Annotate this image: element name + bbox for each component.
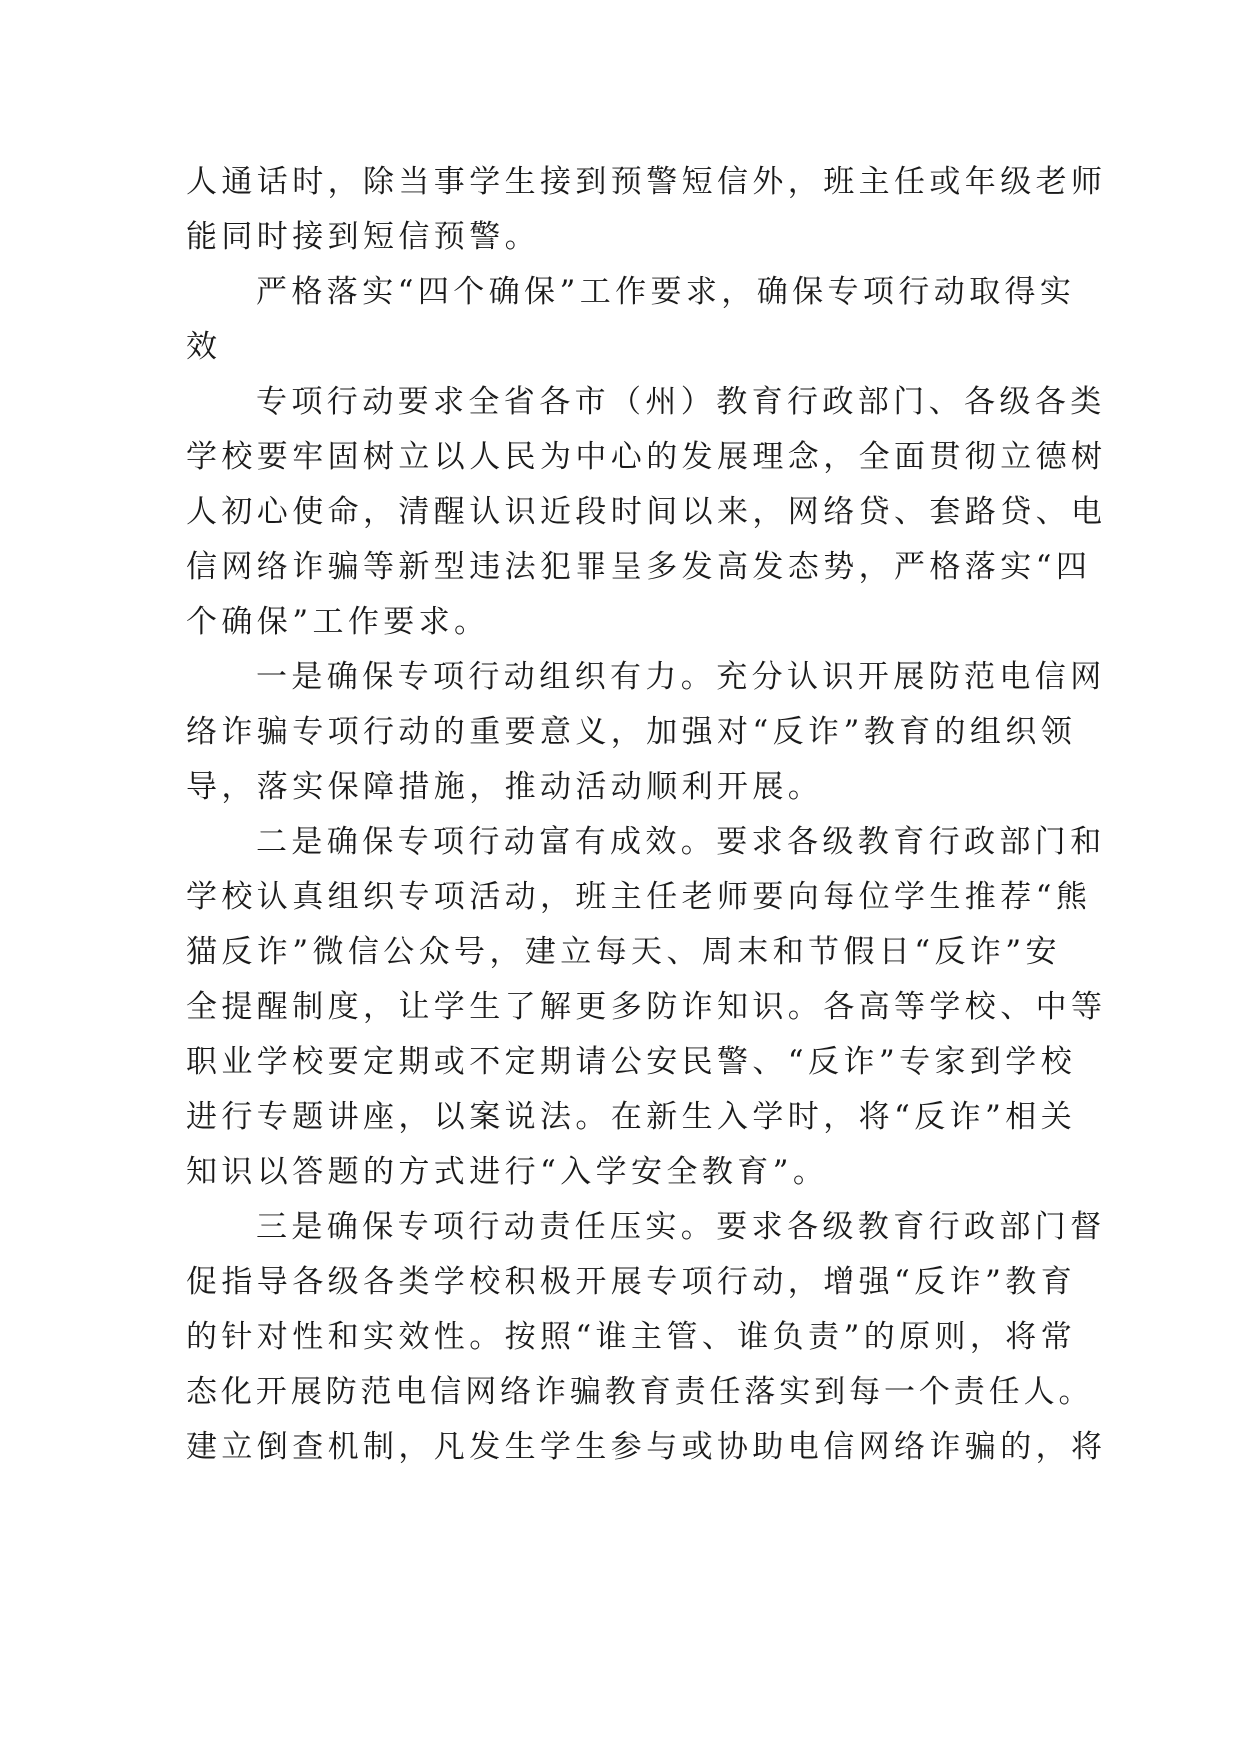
text-line: 信网络诈骗等新型违法犯罪呈多发高发态势，严格落实“四 — [186, 549, 1092, 585]
text-line: 进行专题讲座，以案说法。在新生入学时，将“反诈”相关 — [186, 1099, 1077, 1135]
text-line: 建立倒查机制，凡发生学生参与或协助电信网络诈骗的，将 — [186, 1429, 1107, 1465]
text-line: 态化开展防范电信网络诈骗教育责任落实到每一个责任人。 — [186, 1374, 1094, 1410]
text-line: 的针对性和实效性。按照“谁主管、谁负责”的原则，将常 — [186, 1319, 1077, 1355]
text-line: 知识以答题的方式进行“入学安全教育”。 — [186, 1154, 829, 1190]
text-line: 全提醒制度，让学生了解更多防诈知识。各高等学校、中等 — [186, 989, 1107, 1025]
text-line: 人初心使命，清醒认识近段时间以来，网络贷、套路贷、电 — [186, 494, 1107, 530]
text-line: 导，落实保障措施，推动活动顺利开展。 — [186, 769, 824, 805]
paragraph-first-line: 二是确保专项行动富有成效。要求各级教育行政部门和 — [256, 824, 1106, 860]
text-line: 猫反诈”微信公众号，建立每天、周末和节假日“反诈”安 — [186, 934, 1061, 970]
text-line: 人通话时，除当事学生接到预警短信外，班主任或年级老师 — [186, 164, 1107, 200]
paragraph-first-line: 三是确保专项行动责任压实。要求各级教育行政部门督 — [256, 1209, 1106, 1245]
text-line: 职业学校要定期或不定期请公安民警、“反诈”专家到学校 — [186, 1044, 1077, 1080]
text-line: 能同时接到短信预警。 — [186, 219, 540, 255]
document-body — [186, 155, 1107, 1475]
paragraph-first-line: 一是确保专项行动组织有力。充分认识开展防范电信网 — [256, 659, 1106, 695]
section-heading-line: 效 — [186, 329, 222, 365]
section-heading-line: 严格落实“四个确保”工作要求，确保专项行动取得实 — [256, 274, 1076, 310]
text-line: 络诈骗专项行动的重要意义，加强对“反诈”教育的组织领 — [186, 714, 1077, 750]
text-line: 学校认真组织专项活动，班主任老师要向每位学生推荐“熊 — [186, 879, 1092, 915]
text-line: 促指导各级各类学校积极开展专项行动，增强“反诈”教育 — [186, 1264, 1077, 1300]
paragraph-first-line: 专项行动要求全省各市（州）教育行政部门、各级各类 — [256, 384, 1106, 420]
text-line: 学校要牢固树立以人民为中心的发展理念，全面贯彻立德树 — [186, 439, 1107, 475]
text-line: 个确保”工作要求。 — [186, 604, 490, 640]
